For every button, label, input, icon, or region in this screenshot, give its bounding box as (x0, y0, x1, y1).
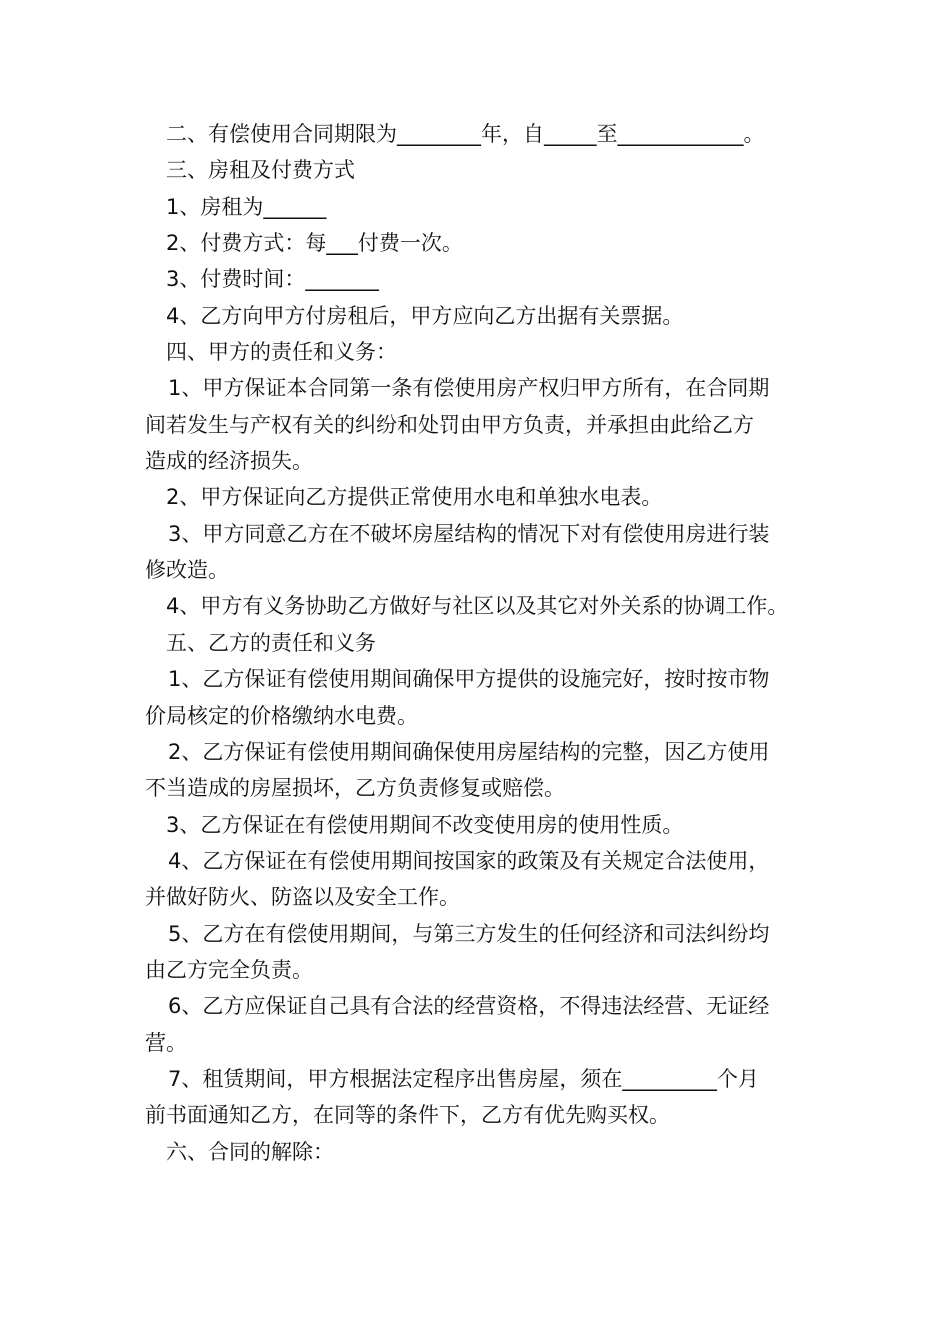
text-line: 1、甲方保证本合同第一条有偿使用房产权归甲方所有，在合同期 (168, 376, 770, 401)
text-line: 修改造。 (145, 558, 229, 583)
text-line: 4、乙方保证在有偿使用期间按国家的政策及有关规定合法使用， (168, 848, 770, 873)
text-line: 3、乙方保证在有偿使用期间不改变使用房的使用性质。 (166, 812, 684, 837)
text-line: 造成的经济损失。 (145, 449, 313, 474)
text-line: 4、甲方有义务协助乙方做好与社区以及其它对外关系的协调工作。 (166, 594, 789, 619)
text-line: 2、付费方式：每___付费一次。 (166, 231, 463, 256)
text-line: 3、付费时间：_______ (166, 267, 379, 292)
text-line: 不当造成的房屋损坏，乙方负责修复或赔偿。 (145, 776, 565, 801)
text-line: 间若发生与产权有关的纠纷和处罚由甲方负责，并承担由此给乙方 (145, 412, 754, 437)
section-heading: 三、房租及付费方式 (166, 158, 355, 183)
text-line: 6、乙方应保证自己具有合法的经营资格，不得违法经营、无证经 (168, 994, 770, 1019)
text-line: 价局核定的价格缴纳水电费。 (145, 703, 418, 728)
section-heading: 五、乙方的责任和义务 (166, 630, 376, 655)
text-line: 3、甲方同意乙方在不破坏房屋结构的情况下对有偿使用房进行装 (168, 521, 770, 546)
text-line: 1、乙方保证有偿使用期间确保甲方提供的设施完好，按时按市物 (168, 667, 770, 692)
text-line: 7、租赁期间，甲方根据法定程序出售房屋，须在_________个月 (168, 1066, 759, 1091)
text-line: 二、有偿使用合同期限为________年，自_____至____________。 (166, 122, 765, 146)
section-heading: 六、合同的解除： (166, 1139, 334, 1164)
text-line: 由乙方完全负责。 (145, 957, 313, 982)
section-heading: 四、甲方的责任和义务： (166, 340, 397, 365)
text-line: 营。 (145, 1030, 187, 1055)
text-line: 并做好防火、防盗以及安全工作。 (145, 885, 460, 910)
text-line: 2、乙方保证有偿使用期间确保使用房屋结构的完整，因乙方使用 (168, 739, 770, 764)
text-line: 1、房租为______ (166, 194, 327, 219)
document-body (145, 116, 815, 1170)
text-line: 4、乙方向甲方付房租后，甲方应向乙方出据有关票据。 (166, 303, 684, 328)
text-line: 2、甲方保证向乙方提供正常使用水电和单独水电表。 (166, 485, 663, 510)
text-line: 5、乙方在有偿使用期间，与第三方发生的任何经济和司法纠纷均 (168, 921, 770, 946)
text-line: 前书面通知乙方，在同等的条件下，乙方有优先购买权。 (145, 1103, 670, 1128)
